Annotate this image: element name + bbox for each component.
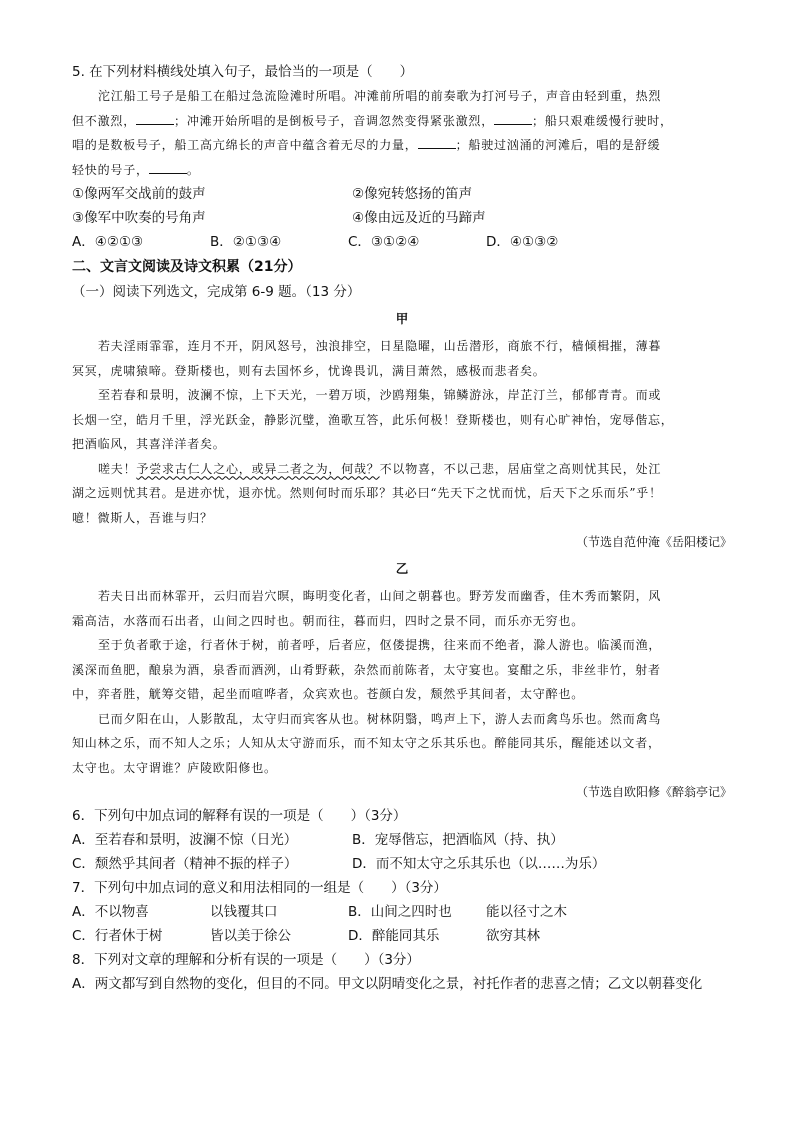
passage-line: 已而夕阳在山，人影散乱，太守归而宾客从也。树林阴翳，鸣声上下，游人去而禽鸟乐也。然而禽鸟: [98, 711, 662, 726]
q7-option-c-pair: 皆以美于徐公: [210, 928, 291, 944]
q6-option-a: A．至若春和景明，波澜不惊（日光）: [72, 832, 298, 848]
q5-options-row: [72, 206, 732, 230]
q5-option: ①像两军交战前的鼓声: [72, 186, 206, 202]
answer-blank: [418, 136, 456, 149]
q5-stem: 5. 在下列材料横线处填入句子，最恰当的一项是（ ）: [72, 64, 414, 80]
subsection-title: （一）阅读下列选文，完成第 6-9 题。（13 分）: [72, 284, 361, 300]
passage-line: 若夫淫雨霏霏，连月不开，阴风怒号，浊浪排空，日星隐曜，山岳潜形，商旅不行，樯倾楫摧，薄暮: [98, 339, 662, 353]
q6-options-row: [72, 852, 732, 876]
passage-line: 冥冥，虎啸猿啼。登斯楼也，则有去国怀乡，忧谗畏讥，满目萧然，感极而悲者矣。: [72, 363, 546, 378]
wavy-underlined-sentence: 予尝求古仁人之心，或异二者之为，何哉？: [136, 461, 380, 476]
q5-choice-b: B．②①③④: [210, 234, 282, 250]
q5-choice-a: A．④②①③: [72, 234, 144, 250]
q8-option-a: A．两文都写到自然物的变化，但目的不同。甲文以阴晴变化之景，衬托作者的悲喜之情；乙文以朝暮变化: [72, 976, 703, 992]
passage-line: 嗟夫！予尝求古仁人之心，或异二者之为，何哉？不以物喜，不以己悲，居庙堂之高则忧其民，处江: [98, 461, 662, 476]
passage-line: 把酒临风，其喜洋洋者矣。: [72, 437, 226, 451]
q6-option-c: C．颓然乎其间者（精神不振的样子）: [72, 856, 298, 872]
q5-choices-row: [72, 230, 732, 254]
exam-page: [72, 60, 732, 996]
q7-option-a: A．不以物喜: [72, 904, 149, 920]
q5-choice-d: D．④①③②: [486, 234, 559, 250]
passage-line: 溪深而鱼肥，酿泉为酒，泉香而酒洌，山肴野蔌，杂然而前陈者，太守宴也。宴酣之乐，非丝非竹，射者: [72, 662, 661, 677]
passage-label-yi: 乙: [395, 561, 409, 576]
q5-option: ③像军中吹奏的号角声: [72, 210, 206, 226]
passage-line: 霜高洁，水落而石出者，山间之四时也。朝而往，暮而归，四时之景不同，而乐亦无穷也。: [72, 613, 585, 628]
q7-options-row: [72, 900, 732, 924]
q5-material-line: 但不激烈， ；冲滩开始所唱的是倒板号子，音调忽然变得紧张激烈， ；船只艰难缓慢行驶时，: [72, 113, 673, 128]
q7-option-b: B．山间之四时也: [348, 904, 452, 920]
q5-choice-c: C．③①②④: [348, 234, 420, 250]
section-title: 二、文言文阅读及诗文积累（21分）: [72, 259, 302, 275]
q7-option-a-pair: 以钱覆其口: [210, 904, 278, 920]
passage-line: 知山林之乐，而不知人之乐；人知从太守游而乐，而不知太守之乐其乐也。醉能同其乐，醒能述以文者，: [72, 736, 661, 750]
passage-line: 湖之远则忧其君。是进亦忧，退亦忧。然则何时而乐耶？其必曰“先天下之忧而忧，后天下之乐而乐”乎！: [72, 486, 662, 500]
q8-stem: 8．下列对文章的理解和分析有误的一项是（ ）（3分）: [72, 952, 420, 968]
q7-option-c: C．行者休于树: [72, 928, 163, 944]
passage-source: （节选自欧阳修《醉翁亭记》: [575, 785, 732, 799]
q7-option-d: D．醉能同其乐: [348, 928, 440, 944]
q6-option-b: B．宠辱偕忘，把酒临风（持、执）: [352, 832, 564, 848]
passage-line: 长烟一空，皓月千里，浮光跃金，静影沉璧，渔歌互答，此乐何极！登斯楼也，则有心旷神怡，宠辱偕忘，: [72, 412, 674, 427]
passage-source: （节选自范仲淹《岳阳楼记》: [575, 535, 732, 549]
answer-blank: [136, 112, 174, 125]
q5-option: ④像由远及近的马蹄声: [352, 210, 486, 226]
q6-options-row: [72, 828, 732, 852]
passage-line: 若夫日出而林霏开，云归而岩穴暝，晦明变化者，山间之朝暮也。野芳发而幽香，佳木秀而繁阴，风: [98, 589, 662, 603]
answer-blank: [494, 112, 532, 125]
q5-option: ②像宛转悠扬的笛声: [352, 186, 473, 202]
passage-line: 至若春和景明，波澜不惊，上下天光，一碧万顷，沙鸥翔集，锦鳞游泳，岸芷汀兰，郁郁青青。而或: [98, 388, 662, 402]
q5-options-row: [72, 182, 732, 206]
q7-options-row: [72, 924, 732, 948]
passage-line: 太守也。太守谓谁？庐陵欧阳修也。: [72, 760, 277, 775]
q5-material-line: 唱的是数板号子，船工高亢绵长的声音中蕴含着无尽的力量， ；船驶过汹涌的河滩后，唱的是舒缓: [72, 138, 661, 152]
answer-blank: [149, 161, 187, 174]
q5-material-line: 沱江船工号子是船工在船过急流险滩时所唱。冲滩前所唱的前奏歌为打河号子，声音由轻到重，热烈: [98, 89, 662, 103]
passage-label-jia: 甲: [395, 311, 409, 326]
passage-line: 至于负者歌于途，行者休于树，前者呼，后者应，伛偻提携，往来而不绝者，滁人游也。临溪而渔，: [98, 638, 662, 652]
q6-stem: 6．下列句中加点词的解释有误的一项是（ ）（3分）: [72, 808, 407, 824]
q7-stem: 7．下列句中加点词的意义和用法相同的一组是（ ）（3分）: [72, 880, 447, 896]
q7-option-d-pair: 欲穷其林: [486, 928, 540, 944]
q6-option-d: D．而不知太守之乐其乐也（以……为乐）: [352, 856, 606, 872]
q5-material-line: 轻快的号子， 。: [72, 162, 200, 177]
passage-line: 噫！微斯人，吾谁与归？: [72, 510, 213, 525]
q7-option-b-pair: 能以径寸之木: [486, 904, 567, 920]
passage-line: 中，弈者胜，觥筹交错，起坐而喧哗者，众宾欢也。苍颜白发，颓然乎其间者，太守醉也。: [72, 687, 585, 701]
